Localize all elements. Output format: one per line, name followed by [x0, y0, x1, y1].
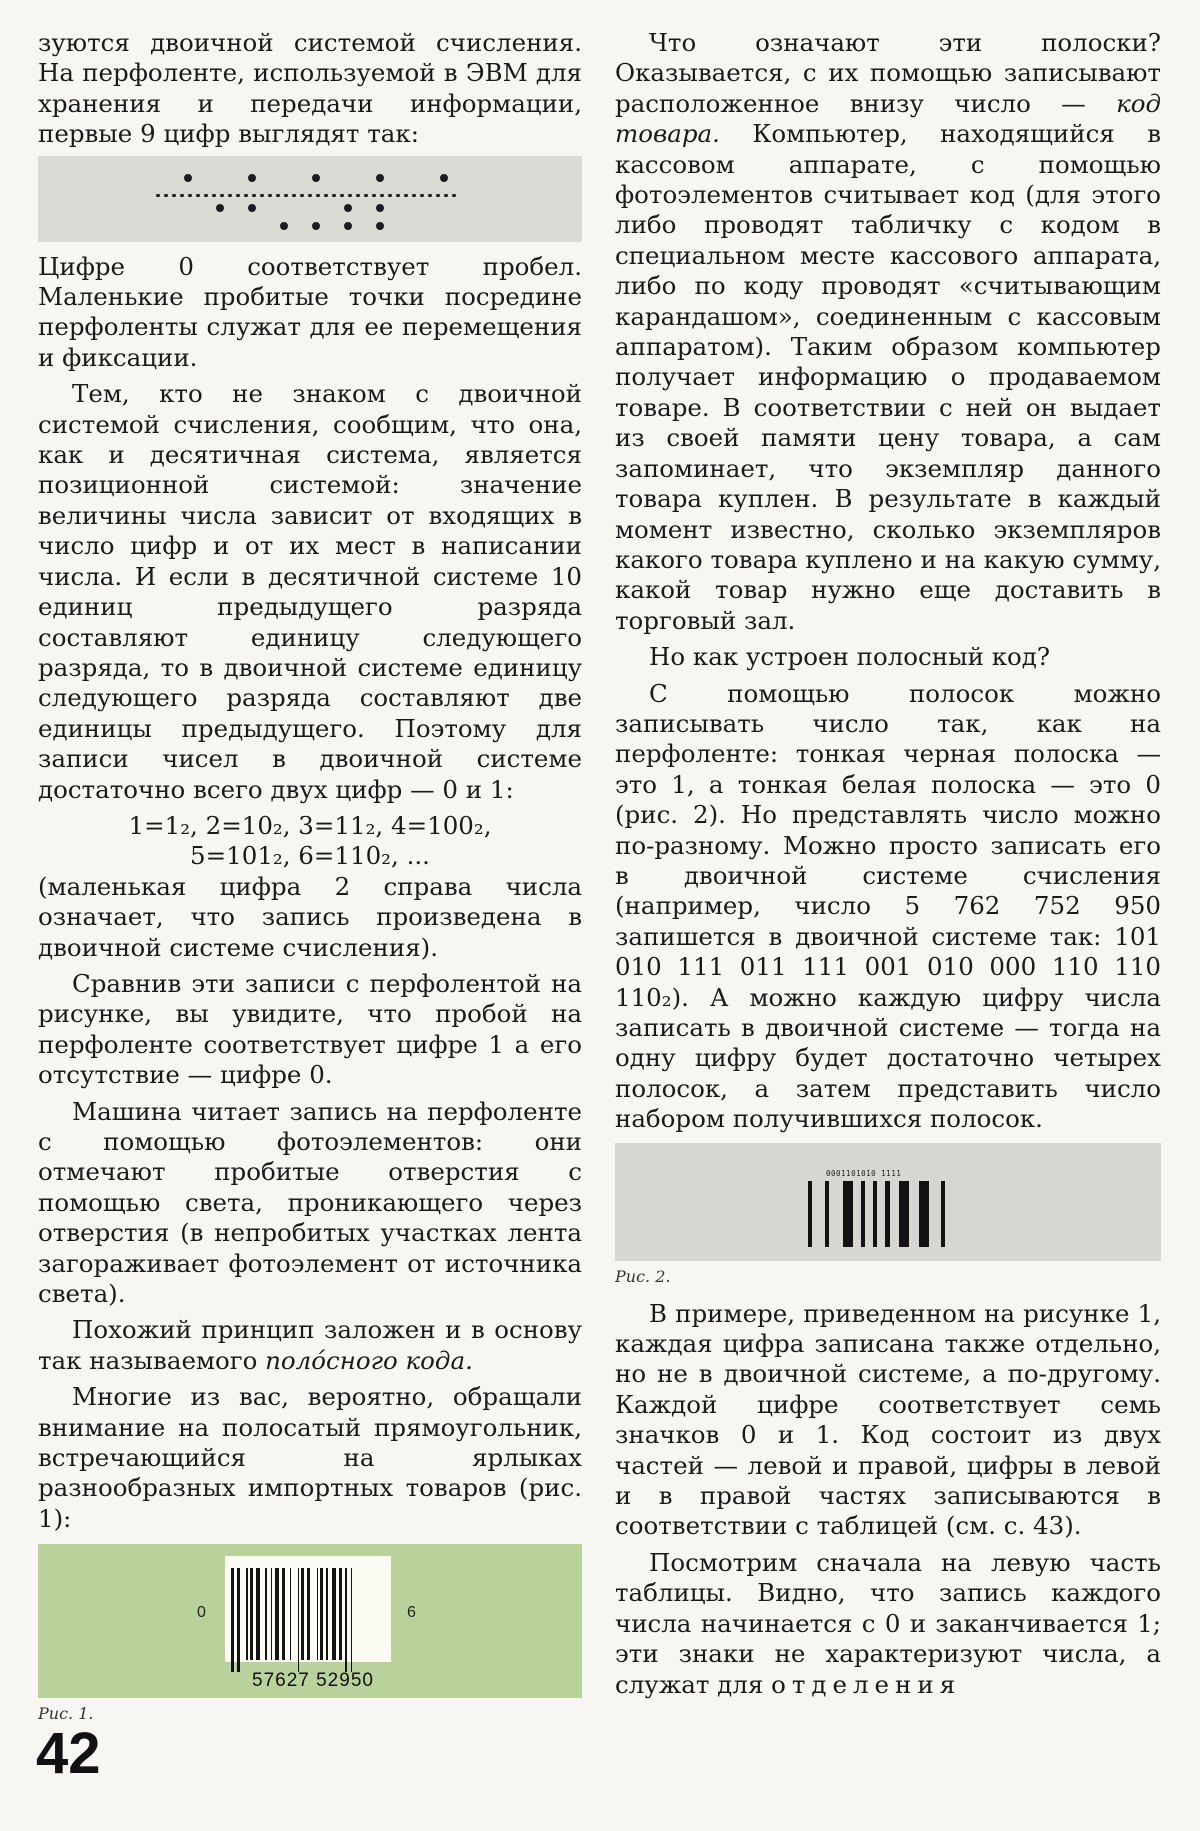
sprocket-hole: [364, 194, 367, 197]
figure-1-caption: Рис. 1.: [38, 1704, 94, 1724]
data-hole: [344, 222, 352, 230]
barcode-bar: [843, 1181, 853, 1247]
barcode-bar: [271, 1568, 273, 1660]
sprocket-hole: [204, 194, 207, 197]
barcode-bar: [301, 1568, 304, 1660]
barcode-figure-1: [38, 1544, 582, 1698]
sprocket-hole: [420, 194, 423, 197]
sprocket-hole: [436, 194, 439, 197]
left-paragraph-6: Машина читает запись на перфоленте с помощью фотоэлементов: они отмечают пробитые отверстия с помощью света, проникающего через отверстия (в непробитых участках лента загораживает фотоэлемент от источника света).: [38, 1096, 582, 1309]
right-paragraph-4: В примере, приведенном на рисунке 1, каждая цифра записана также отдельно, но не в двоичной системе, а по-другому. Каждой цифре соответствует семь значков 0 и 1. Код состоит из двух частей — левой и правой, цифры в левой и в правой частях записываются в соответствии с таблицей (см. с. 43).: [615, 1298, 1161, 1541]
data-hole: [312, 222, 320, 230]
barcode-bar: [861, 1181, 865, 1247]
barcode-bar: [825, 1181, 829, 1247]
sprocket-hole: [428, 194, 431, 197]
barcode-bar: [332, 1568, 337, 1660]
rp1-italic-term: код товара.: [615, 88, 1161, 149]
left-paragraph-2: Цифре 0 соответствует пробел. Маленькие пробитые точки посредине перфоленты служат для ее перемещения и фиксации.: [38, 251, 582, 372]
sprocket-hole: [396, 194, 399, 197]
barcode-bar: [345, 1568, 347, 1672]
p7-italic-term: полóсного кода.: [265, 1345, 473, 1375]
formula-line-1: 1=1₂, 2=10₂, 3=11₂, 4=100₂,: [128, 810, 492, 840]
barcode-bar: [231, 1568, 234, 1672]
data-hole: [376, 174, 384, 182]
sprocket-hole: [372, 194, 375, 197]
left-paragraph-1: зуются двоичной системой счисления. На перфоленте, используемой в ЭВМ для хранения и передачи информации, первые 9 цифр выглядят так:: [38, 28, 582, 149]
barcode-bar: [307, 1568, 310, 1660]
barcode-figure-2: [615, 1143, 1161, 1261]
right-paragraph-3: С помощью полосок можно записывать число так, как на перфоленте: тонкая черная полоска — это 1, а тонкая белая полоска — это 0 (рис. 2). Но представлять число можно по-разному. Можно просто записать его в двоичной системе счисления (например, число 5 762 752 950 запишется в двоичной системе так: 101 010 111 011 111 001 010 000 110 110 110₂). А можно каждую цифру числа записать в двоичной системе — тогда на одну цифру будет достаточно четырех полосок, а затем представить число набором получившихся полосок.: [615, 678, 1161, 1134]
sprocket-hole: [452, 194, 455, 197]
barcode-bar: [246, 1568, 248, 1660]
barcode-bar: [351, 1568, 353, 1672]
formula-line-2: 5=101₂, 6=110₂, ...: [190, 841, 430, 871]
sprocket-hole: [188, 194, 191, 197]
barcode-bar: [941, 1181, 945, 1247]
figure-2-caption: Рис. 2.: [615, 1266, 671, 1286]
sprocket-hole: [276, 194, 279, 197]
left-paragraph-4: (маленькая цифра 2 справа числа означает, что запись произведена в двоичной системе счисления).: [38, 871, 582, 962]
sprocket-hole: [348, 194, 351, 197]
barcode-left-digit: 0: [197, 1604, 206, 1622]
data-hole: [248, 174, 256, 182]
sprocket-hole: [380, 194, 383, 197]
barcode-bar: [808, 1181, 812, 1247]
barcode-bars: [225, 1556, 391, 1662]
sprocket-hole: [324, 194, 327, 197]
sprocket-hole: [220, 194, 223, 197]
data-hole: [248, 204, 256, 212]
rp1-text-end: Компьютер, находящийся в кассовом аппарате, с помощью фотоэлементов считывает код (для этого либо проводят табличку с кодом в специальном месте кассового аппарата, либо по коду проводят «считывающим карандашом», соединенным с кассовым аппаратом). Таким образом компьютер получает информацию о продаваемом товаре. В соответствии с ней он выдает из своей памяти цену товара, а сам запоминает, что экземпляр данного товара куплен. В результате в каждый момент известно, сколько экземпляров какого товара куплено и на какую сумму, какой товар нужно еще доставить в торговый зал.: [615, 119, 1161, 635]
barcode-bar: [290, 1568, 292, 1660]
left-paragraph-3: Тем, кто не знаком с двоичной системой счисления, сообщим, что она, как и десятичная система, является позиционной системой: значение величины числа зависит от входящих в число цифр и от их мест в написании числа. И если в десятичной системе 10 единиц предыдущего разряда составляют единицу следующего разряда, то в двоичной системе единицу следующего разряда составляют две единицы предыдущего. Поэтому для записи чисел в двоичной системе достаточно всего двух цифр — 0 и 1:: [38, 379, 582, 804]
sprocket-hole: [308, 194, 311, 197]
p7-text: Похожий принцип заложен и в основу так называемого: [38, 1315, 582, 1375]
sprocket-hole: [212, 194, 215, 197]
sprocket-hole: [268, 194, 271, 197]
barcode-bar: [265, 1568, 267, 1660]
sprocket-hole: [316, 194, 319, 197]
right-paragraph-2: Но как устроен полосный код?: [649, 642, 1051, 672]
sprocket-hole: [388, 194, 391, 197]
barcode-bar: [919, 1181, 929, 1247]
data-hole: [376, 204, 384, 212]
sprocket-hole: [252, 194, 255, 197]
sprocket-hole: [356, 194, 359, 197]
sprocket-hole: [284, 194, 287, 197]
barcode-bar: [282, 1568, 285, 1660]
data-hole: [184, 174, 192, 182]
sprocket-hole: [332, 194, 335, 197]
barcode-bar: [339, 1568, 342, 1660]
sprocket-hole: [196, 194, 199, 197]
barcode-bar: [256, 1568, 261, 1660]
rp1-text: Что означают эти полоски? Оказывается, с их помощью записывают расположенное внизу число —: [615, 28, 1161, 118]
barcode-bar: [298, 1568, 300, 1672]
page-number: 42: [36, 1721, 101, 1786]
rp5-spaced-word: отделения: [771, 1669, 962, 1699]
sprocket-hole: [404, 194, 407, 197]
sprocket-hole: [172, 194, 175, 197]
sprocket-hole: [340, 194, 343, 197]
barcode-bar: [899, 1181, 909, 1247]
left-column: [38, 28, 582, 1736]
barcode-bar: [885, 1181, 890, 1247]
barcode-bar: [250, 1568, 253, 1660]
barcode-right-digit: 6: [407, 1604, 416, 1622]
perforated-tape-figure: [38, 156, 582, 242]
data-hole: [376, 222, 384, 230]
sprocket-hole: [228, 194, 231, 197]
sprocket-hole: [180, 194, 183, 197]
barcode-bar: [275, 1568, 280, 1660]
figure-2-digits: 0001101010 1111: [826, 1168, 902, 1178]
data-hole: [216, 204, 224, 212]
sprocket-hole: [412, 194, 415, 197]
sprocket-hole: [156, 194, 159, 197]
data-hole: [312, 174, 320, 182]
sprocket-hole: [444, 194, 447, 197]
barcode-bar: [326, 1568, 328, 1660]
sprocket-hole: [292, 194, 295, 197]
sprocket-hole: [300, 194, 303, 197]
barcode-number: 57627 52950: [252, 1670, 374, 1692]
sprocket-hole: [244, 194, 247, 197]
left-paragraph-8: Многие из вас, вероятно, обращали внимание на полосатый прямоугольник, встречающийся на ярлыках разнообразных импортных товаров (рис. 1):: [38, 1382, 582, 1533]
barcode-bar: [320, 1568, 323, 1660]
data-hole: [280, 222, 288, 230]
sprocket-hole: [236, 194, 239, 197]
rp5-text: Посмотрим сначала на левую часть таблицы. Видно, что запись каждого числа начинается с 0 и заканчивается 1; эти знаки не характеризуют числа, а служат для: [615, 1547, 1161, 1699]
right-column: [615, 28, 1161, 1700]
right-paragraph-1: [615, 28, 1161, 636]
data-hole: [440, 174, 448, 182]
barcode-bar: [317, 1568, 319, 1660]
barcode-bar: [237, 1568, 240, 1672]
left-paragraph-7: [38, 1315, 582, 1376]
data-hole: [344, 204, 352, 212]
right-paragraph-5: [615, 1548, 1161, 1700]
sprocket-hole: [260, 194, 263, 197]
sprocket-hole: [164, 194, 167, 197]
left-paragraph-5: Сравнив эти записи с перфолентой на рисунке, вы увидите, что пробой на перфоленте соответствует цифре 1 а его отсутствие — цифре 0.: [38, 968, 582, 1090]
barcode-bar: [873, 1181, 877, 1247]
